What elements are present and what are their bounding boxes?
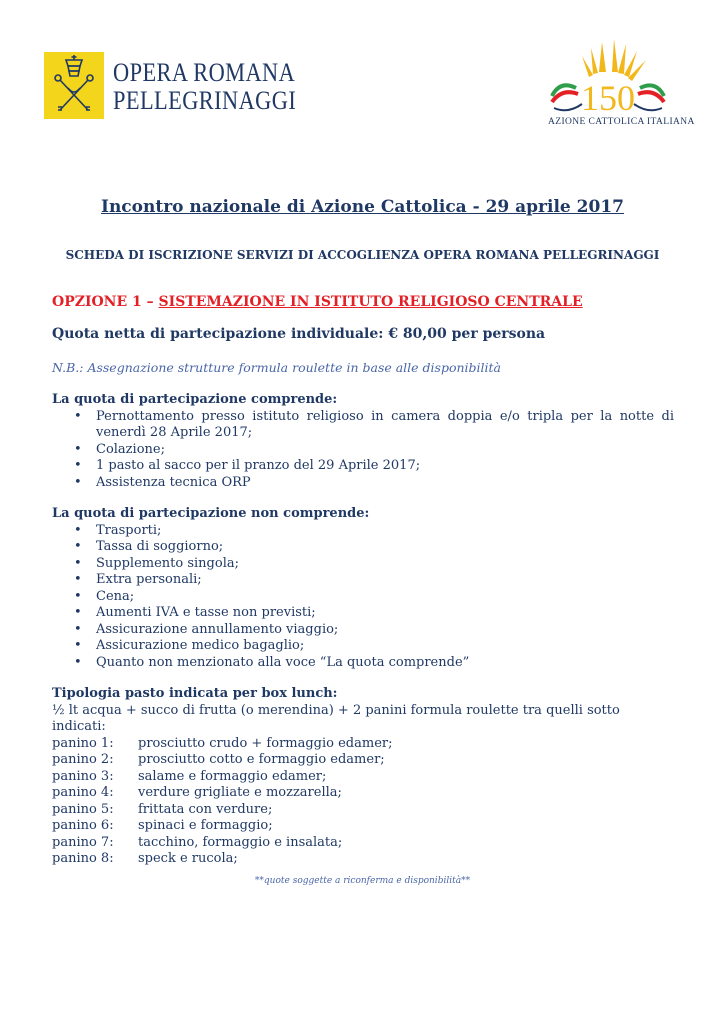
list-item: • Assicurazione medico bagaglio; xyxy=(74,638,674,655)
list-item: • 1 pasto al sacco per il pranzo del 29 Aprile 2017; xyxy=(74,458,674,475)
quota-line: Quota netta di partecipazione individuale: € 80,00 per persona xyxy=(52,326,546,342)
non-comprende-list xyxy=(52,523,674,672)
non-comprende-heading: La quota di partecipazione non comprende: xyxy=(52,506,370,521)
list-item: • Assicurazione annullamento viaggio; xyxy=(74,622,674,639)
page-subtitle: SCHEDA DI ISCRIZIONE SERVIZI DI ACCOGLIENZA OPERA ROMANA PELLEGRINAGGI xyxy=(65,248,660,262)
orp-name-line1: OPERA ROMANA xyxy=(113,58,296,87)
panino-key: panino 5: xyxy=(52,801,114,817)
list-item: • Extra personali; xyxy=(74,572,674,589)
panino-row xyxy=(52,851,674,868)
list-item: • Pernottamento presso istituto religioso in camera doppia e/o tripla per la notte di venerdì 28 Aprile 2017; xyxy=(74,409,674,442)
panino-value: verdure grigliate e mozzarella; xyxy=(138,785,342,800)
option-prefix: OPZIONE 1 – xyxy=(52,294,159,310)
option-heading xyxy=(52,294,583,310)
panino-value: tacchino, formaggio e insalata; xyxy=(138,834,343,850)
panino-row xyxy=(52,818,674,835)
panino-row xyxy=(52,769,674,786)
panino-row xyxy=(52,752,674,769)
panino-row xyxy=(52,835,674,852)
comprende-list xyxy=(52,409,674,492)
panino-key: panino 7: xyxy=(52,834,114,850)
panino-row xyxy=(52,785,674,802)
list-item: • Supplemento singola; xyxy=(74,556,674,573)
pasto-intro: ½ lt acqua + succo di frutta (o merendina) + 2 panini formula roulette tra quelli sotto indicati: xyxy=(52,702,620,734)
nb-note: N.B.: Assegnazione strutture formula roulette in base alle disponibilità xyxy=(52,360,502,375)
page-header xyxy=(0,0,725,150)
panino-value: salame e formaggio edamer; xyxy=(138,768,327,784)
panino-key: panino 6: xyxy=(52,818,114,833)
list-item: • Colazione; xyxy=(74,442,674,459)
orp-name-line2: PELLEGRINAGGI xyxy=(113,86,297,115)
list-item: • Trasporti; xyxy=(74,523,674,540)
comprende-section xyxy=(52,392,674,491)
panino-key: panino 4: xyxy=(52,785,114,800)
panino-value: prosciutto cotto e formaggio edamer; xyxy=(138,752,385,767)
papal-keys-emblem-icon xyxy=(44,52,104,119)
list-item: • Assistenza tecnica ORP xyxy=(74,475,674,492)
panino-row xyxy=(52,736,674,753)
panino-key: panino 3: xyxy=(52,768,114,784)
comprende-heading: La quota di partecipazione comprende: xyxy=(52,392,338,407)
panino-value: prosciutto crudo + formaggio edamer; xyxy=(138,735,393,751)
list-item: • Cena; xyxy=(74,589,674,606)
panino-value: spinaci e formaggio; xyxy=(138,818,273,833)
non-comprende-section xyxy=(52,506,674,671)
list-item: • Aumenti IVA e tasse non previsti; xyxy=(74,605,674,622)
page-title: Incontro nazionale di Azione Cattolica - 29 aprile 2017 xyxy=(101,197,624,217)
panino-row xyxy=(52,802,674,819)
panino-key: panino 8: xyxy=(52,851,114,866)
orp-logo xyxy=(44,52,104,119)
panino-key: panino 1: xyxy=(52,735,114,751)
orp-name xyxy=(113,59,296,115)
footnote: **quote soggette a riconferma e disponibilità** xyxy=(254,876,471,886)
panino-key: panino 2: xyxy=(52,752,114,767)
ac-logo-caption: AZIONE CATTOLICA ITALIANA xyxy=(548,117,695,127)
ac-logo-number: 150 xyxy=(581,78,635,118)
list-item: • Tassa di soggiorno; xyxy=(74,539,674,556)
list-item: • Quanto non menzionato alla voce “La quota comprende” xyxy=(74,655,674,672)
pasto-section xyxy=(52,686,674,868)
pasto-heading: Tipologia pasto indicata per box lunch: xyxy=(52,686,338,701)
panino-value: speck e rucola; xyxy=(138,851,238,866)
panino-value: frittata con verdure; xyxy=(138,801,273,817)
option-label: SISTEMAZIONE IN ISTITUTO RELIGIOSO CENTRALE xyxy=(158,294,583,310)
